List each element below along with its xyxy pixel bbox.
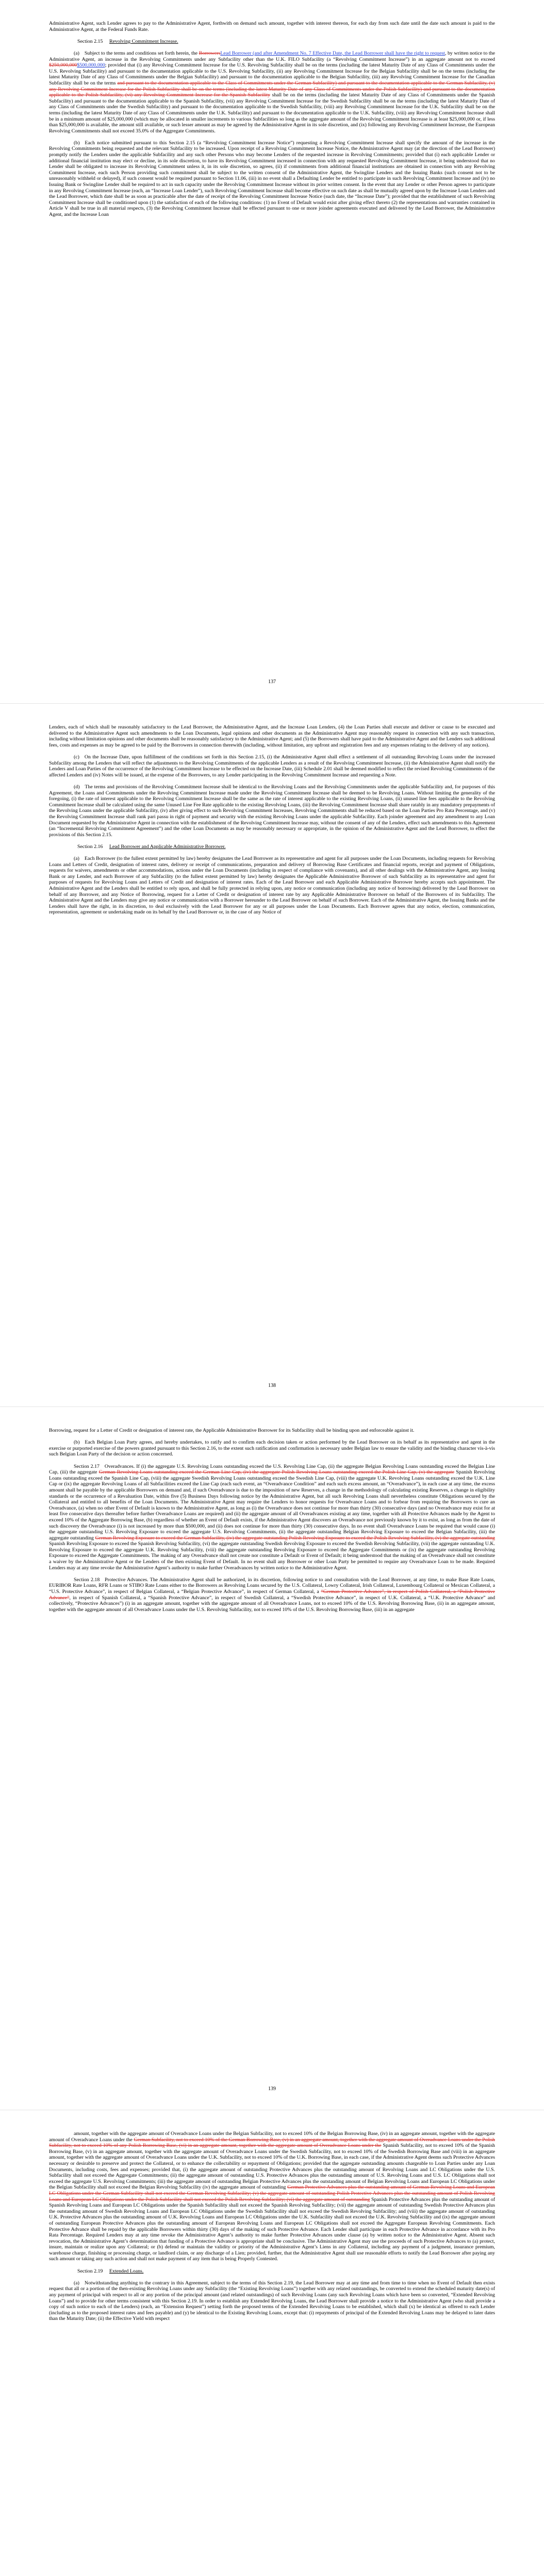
paragraph-text: ; provided that (i) any Revolving Commitment Increase for the U.S. Revolving Subfacility shall be on the terms (including the latest Maturity Date of any Class of Commitments under the U.S. Revolving Subfacility) and pursuant to the documentation applicable to the U.S. Revolving Subfacility, (ii) any Revolving Commitment Increase for the Belgian Subfacility shall be on the terms (including the latest Maturity Date of any Class of Commitments under the Belgian Subfacility) and pursuant to the documentation applicable to the Belgian Subfacility, (iii) any Revolving Commitment Increase for the Canadian Subfacility shall be on the terms: [49, 62, 495, 86]
paragraph-text: , by written notice to the Administrative Agent, an increase in the Revolving Commitments under any Subfacility other than the U.K. FILO Subfacility (a “Revolving Commitment Increase”) in an aggregate amount not to exceed: [49, 50, 495, 62]
deleted-text: German Protective Advances plus the outstanding amount of German Revolving Loans and European LC Obligations under the German Subfacility shall not exceed the German Revolving Subfacility; (v) the aggregate amount of outstanding Polish Protective Advances plus the outstanding amount of Polish Revolving Loans and European LC Obligations under the Polish Subfacility shall not exceed the Polish Revolving Subfacility; (vi) the aggregate amount of outstanding: [49, 2184, 495, 2202]
paragraph-text: Overadvances. If (i) the aggregate U.S. Revolving Loans outstanding exceed the U.S. Revolving Line Cap, (ii) the aggregate Belgian Revolving Loans outstanding exceed the Belgian Line Cap, (iii) the aggregate: [49, 1463, 495, 1476]
deleted-text: “German Protective Advance”, in respect of Polish Collateral, a “Polish Protective Advance”: [49, 1589, 495, 1601]
paragraph: Administrative Agent, such Lender agrees to pay to the Administrative Agent, forthwith on demand such amount, together with interest thereon, for each day from such date until the date such amount is paid to the Administrative Agent, at the Federal Funds Rate.: [49, 21, 495, 32]
paragraph-text: Section 2.18 Protective Advances. The Administrative Agent shall be authorized, in its discretion, following notice to and consultation with the Lead Borrower, at any time, to make Base Rate Loans, EURIBOR Rate Loans, RFR Loans or STIBO Rate Loans either to the Borrowers as Revolving Loans secured by the U.S. Collateral, Lowry Collateral, Irish Collateral, Luxembourg Collateral or Mexican Collateral, a “U.S. Protective Advance”, in respect of Belgian Collateral, a “Belgian Protective Advance”, in respect of German Collateral, a: [49, 1577, 495, 1595]
paragraph: [49, 1464, 495, 1571]
paragraph-text: amount, together with the aggregate amount of Overadvance Loans under the Belgian Subfacility, not to exceed 10% of the Belgian Borrowing Base, (iv) in an aggregate amount, together with the aggregate amount of Overadvance Loans under the: [49, 2131, 495, 2143]
paragraph: (d) The terms and provisions of the Revolving Commitment Increase shall be identical to the Revolving Loans and the Revolving Commitments under the applicable Subfacility and, for purposes of this Agreement, the Loans and Commitments under the Revolving Commitment Increase made under the Revolving Commitment Increase shall be deemed to be Revolving Loans. Without limiting the generality of the foregoing, (i) the rate of interest applicable to the Revolving Commitment Increase shall be the same as the rate of interest applicable to the existing Revolving Loans, (ii) unused line fees applicable to the Revolving Commitment Increase shall be calculated using the same Unused Line Fee Rate applicable to the existing Revolving Loans, (iii) the Revolving Commitment Increase shall share ratably in any mandatory prepayments of the Revolving Loans under the applicable Subfacility, (iv) after giving effect to such Revolving Commitment Increases, Revolving Commitments shall be reduced based on the Loan Parties Pro Rata Percentage, and (v) the Revolving Commitment Increase shall rank pari passu in right of payment and security with the existing Revolving Loans under the applicable Subfacility. Each joinder agreement and any amendment to any Loan Document requested by the Administrative Agent in connection with the establishment of the Revolving Commitment Increase may, without the consent of any of the Lenders, effect such amendments to this Agreement (an “Incremental Revolving Commitment Agreement”) and the other Loan Documents as may be reasonably necessary or appropriate, in the opinion of the Administrative Agent and the Lead Borrower, to effect the provisions of this Section 2.15.: [49, 784, 495, 838]
paragraph: [49, 50, 495, 134]
document-page: [0, 2110, 544, 2576]
section-number: Section 2.15: [77, 38, 103, 44]
paragraph-text: Spanish Subfacility, not to exceed 10% of the Spanish Borrowing Base, (v) in an aggregate amount, together with the aggregate amount of Overadvance Loans under the Swedish Subfacility, not to exceed 10% of the Swedish Borrowing Base and (viii) in an aggregate amount, together with the aggregate amount of Overadvance Loans under the U.K. Subfacility, not to exceed 10% of the U.K. Borrowing Base, in each case, if the Administrative Agent deems such Protective Advances necessary or desirable to preserve and protect the Collateral, or to enhance the collectability or repayment of Obligations; provided that the aggregate outstanding amounts chargeable to Loan Parties under any Loan Documents, including costs, fees and expenses; provided that, (i) the aggregate amount of outstanding Protective Advances plus the outstanding amount of Revolving Loans and LC Obligations under the U.S. Subfacility shall not exceed the Aggregate Commitments; (ii) the aggregate amount of outstanding U.S. Protective Advances plus the outstanding amount of U.S. Revolving Loans and U.S. LC Obligations shall not exceed the aggregate U.S. Revolving Commitments; (iii) the aggregate amount of outstanding Belgian Protective Advances plus the outstanding amount of Belgian Revolving Loans and European LC Obligations under the Belgian Subfacility shall not exceed the Belgian Revolving Subfacility (iv) the aggregate amount of outstanding: [49, 2143, 495, 2191]
paragraph-text: Spanish Revolving Loans outstanding exceed the Spanish Line Cap, (viii) the aggregate Swedish Revolving Loans outstanding exceed the Swedish Line Cap, (viii) the aggregate U.K. Revolving Loans outstanding exceed the U.K. Line Cap or (ix) the aggregate Revolving Loans of all Subfacilities exceed the Line Cap (each such event, an “Overadvance Condition” and each such excess amount, an “Overadvance”), in each case at any time, the excess amount shall be payable by the applicable Borrowers on demand and, if such Overadvance is due to the imposition of new Reserves, a change in the methodology of calculating existing Reserves, a change in eligibility standards or the occurrence of a Revaluation Date, within five (5) Business Days following notice by the Administrative Agent, but all such Revolving Loans shall nevertheless constitute Obligations secured by the Collateral and entitled to all benefits of the Loan Documents. The Administrative Agent may require the Lenders to honor requests for Overadvance Loans and to forbear from requiring the Borrowers to cure an Overadvance, (a) when no other Event of Default is known to the Administrative Agent, as long as (i) the Overadvance does not continue for more than thirty (30) consecutive days (and no Overadvance may exist for at least five consecutive days thereafter before further Overadvance Loans are required) and (ii) the aggregate amount of all Overadvances existing at any time, together with all Protective Advances made by the Agent to exceed 10% of the Aggregate Borrowing Base, (b) regardless of whether an Event of Default exists, if the Administrative Agent discovers an Overadvance not previously known by it to exist, as long as from the date of such discovery the Overadvance (i) is not increased by more than $500,000, and (ii) does not continue for more than thirty (30) consecutive days. In no event shall Overadvance Loans be required that would cause (i) the aggregate outstanding U.S. Revolving Exposure to exceed the aggregate U.S. Revolving Commitments, (ii) the aggregate outstanding Belgian Revolving Exposure to exceed the Belgian Subfacility, (iii) the aggregate outstanding: [49, 1469, 495, 1541]
paragraph-text: Section 2.17: [74, 1463, 105, 1469]
paragraph: (c) On the Increase Date, upon fulfillment of the conditions set forth in this Section 2.15, (i) the Administrative Agent shall effect a settlement of all outstanding Revolving Loans under the increased Subfacility among the Lenders that will reflect the adjustments to the Revolving Commitments of the applicable Lenders as a result of the Revolving Commitment Increase, (ii) the Administrative Agent shall notify the Lenders and Loan Parties of the occurrence of the Revolving Commitment Increase to be effected on the Increase Date, (iii) Schedule 2.01 shall be deemed modified to reflect the revised Revolving Commitments of the affected Lenders and (iv) Notes will be issued, at the expense of the Borrowers, to any Lender participating in the Revolving Commitment Increase and requesting a Note.: [49, 754, 495, 778]
inserted-text: Lead Borrower (and after Amendment No. 7 Effective Date, the Lead Borrower shall have the right to request: [220, 50, 445, 56]
section-number: Section 2.16: [77, 843, 103, 850]
deleted-text: $250,000,000: [49, 62, 77, 69]
paragraph: (b) Each Belgian Loan Party agrees, and hereby undertakes, to ratify and to confirm each decision taken or action performed by the Lead Borrower on its behalf as its representative and agent in the exercise or purported exercise of the powers granted pursuant to this Section 2.16, to the extent such ratification and confirmation is necessary under Belgian law to ensure the validity and the binding character vis-à-vis such Belgian Loan Party of the decision or action concerned.: [49, 1439, 495, 1458]
deleted-text: and pursuant to the documentation applicable to the Class of Commitments under the German Subfacility) and pursuant to the documentation applicable to the German Subfacility, (v) any Revolving Commitment Increase for the Polish Subfacility shall be on the terms (including the latest Maturity Date of any Class of Commitments under the Polish Subfacility) and pursuant to the documentation applicable to the Polish Subfacility, (vi) any Revolving Commitment Increase for the Spanish Subfacility: [49, 80, 495, 98]
paragraph-text: , in respect of Spanish Collateral, a “Spanish Protective Advance”, in respect of Swedish Collateral, a “Swedish Protective Advance”, in respect of U.K. Collateral, a “U.K. Protective Advance” and collectively, “Protective Advances”) (i) in an aggregate amount, together with the aggregate amount of all Overadvance Loans, not to exceed 10% of the U.S. Revolving Borrowing Base, (ii) in an aggregate amount, together with the aggregate amount of all Overadvance Loans under the U.S. Revolving Subfacility, not to exceed 10% of the U.S. Revolving Borrowing Base, (iii) in an aggregate: [49, 1595, 495, 1613]
document-page: [0, 1406, 544, 2110]
section-heading: [49, 844, 495, 850]
document-page: [0, 0, 544, 703]
section-title: Lead Borrower and Applicable Administrative Borrower.: [109, 843, 226, 850]
paragraph-text: Spanish Revolving Exposure to exceed the Spanish Revolving Subfacility, (vi) the aggregate outstanding Swedish Revolving Exposure to exceed the Swedish Revolving Subfacility, (vii) the aggregate outstanding U.K. Revolving Exposure to exceed the aggregate U.K. Revolving Subfacility, (viii) the aggregate outstanding Revolving Exposure to exceed the Aggregate Commitments or (ix) the aggregate outstanding Revolving Exposure to exceed the Aggregate Commitments. The making of any Overadvance shall not create nor constitute a Default or Event of Default; it being understood that the making of an Overadvance shall not constitute a waiver by the Administrative Agent or the Lenders of the then existing Event of Default. In no event shall any Borrower or other Loan Party be permitted to require any Overadvance Loan to be made. Required Lenders may at any time revoke the Administrative Agent’s authority to make further Overadvances by written notice to the Administrative Agent.: [49, 1541, 495, 1571]
document-page: [0, 703, 544, 1407]
deleted-text: German Revolving Loans outstanding exceed the German Line Cap, (iv) the aggregate Polish Revolving Loans outstanding exceed the Polish Line Cap, (v) the aggregate: [98, 1469, 455, 1476]
page-content: [49, 21, 495, 224]
paragraph: [49, 1577, 495, 1613]
deleted-text: German Subfacility, not to exceed 10% of the German Borrowing Base, (v) in an aggregate amount, together with the aggregate amount of Overadvance Loans under the Polish Subfacility, not to exceed 10% of any Polish Borrowing Base, (vi) in an aggregate amount, together with the aggregate amount of Overadvance Loans under the: [49, 2137, 495, 2149]
page-number: 138: [268, 1383, 276, 1388]
page-content: [49, 1428, 495, 1619]
paragraph-text: (a) Subject to the terms and conditions set forth herein, the: [74, 50, 199, 56]
inserted-text: $500,000,000: [77, 62, 105, 69]
section-heading: [49, 2268, 495, 2275]
paragraph: (a) Each Borrower (to the fullest extent permitted by law) hereby designates the Lead Borrower as its representative and agent for all purposes under the Loan Documents, including requests for Revolving Loans and Letters of Credit, designation of interest rates, delivery or receipt of communications, preparation and delivery of Borrowing Base Certificates and financial reports, receipt and payment of Obligations, requests for waivers, amendments or other accommodations, actions under the Loan Documents (including in respect of compliance with covenants), and all other dealings with the Administrative Agent, any Issuing Bank or any Lender, and each Borrower of any Subfacility (to the fullest extent permitted by law) hereby designates the Applicable Administrative Borrower of such Subfacility as its representative and agent for purposes of requests for Revolving Loans and Letters of Credit and designation of interest rates. Each of the Lead Borrower and each Applicable Administrative Borrower hereby accepts such appointment. The Administrative Agent and the Lenders shall be entitled to rely upon, and shall be fully protected in relying upon, any notice or communication (including any notice of borrowing) delivered by the Lead Borrower on behalf of any Borrower, and any Notice of Borrowing, request for a Letter of Credit or designation of interest rate by any Applicable Administrative Borrower on behalf of the Borrowers of its Subfacility. The Administrative Agent and the Lenders may give any notice or communication with a Borrower hereunder to the Lead Borrower on behalf of such Borrower. Each of the Administrative Agent, the Issuing Banks and the Lenders shall have the right, in its discretion, to deal exclusively with the Lead Borrower for any or all purposes under the Loan Documents. Each Borrower agrees that any notice, election, communication, representation, agreement or undertaking made on its behalf by the Lead Borrower or, in the case of any Notice of: [49, 856, 495, 916]
paragraph-text: shall be on the terms (including the latest Maturity Date of any Class of Commitments under the Spanish Subfacility) and pursuant to the documentation applicable to the Spanish Subfacility, (vii) any Revolving Commitment Increase for the Swedish Subfacility shall be on the terms (including the latest Maturity Date of any Class of Commitments under the Swedish Subfacility) and pursuant to the documentation applicable to the Swedish Subfacility, (viii) any Revolving Commitment Increase for the U.K. Subfacility shall be on the terms (including the latest Maturity Date of any Class of Commitments under the U.K. Subfacility) and pursuant to the documentation applicable to the U.K. Subfacility, (viii) any Revolving Commitment Increase shall be in a minimum amount of $25,000,000 (which may be allocated in smaller increments to various Subfacilities so long as the aggregate amount of the Revolving Commitment Increase is at least $25,000,000 or, if less than $25,000,000 is available, the amount still available, or such lesser amount as may be agreed by the Administrative Agent in its sole discretion, and (ix) following any Revolving Commitment Increase, the European Revolving Commitments shall not exceed 35.0% of the Aggregate Commitments.: [49, 92, 495, 134]
paragraph: Lenders, each of which shall be reasonably satisfactory to the Lead Borrower, the Administrative Agent, and the Increase Loan Lenders, (4) the Loan Parties shall execute and deliver or cause to be executed and delivered to the Administrative Agent such amendments to the Loan Documents, legal opinions and other documents as the Administrative Agent may reasonably request in connection with any such transaction, including without limitation opinions and other documents shall be reasonably satisfactory to the Administrative Agent; and (5) the Borrowers shall have paid to the Administrative Agent and the Lenders such additional fees, costs and expenses as may be agreed to be paid by the Borrowers in connection therewith (including, without limitation, any upfront and registration fees and any expenses relating to the delivery of any notices).: [49, 724, 495, 748]
page-content: [49, 724, 495, 922]
deleted-text: German Revolving Exposure to exceed the German Subfacility, (iv) the aggregate outstanding Polish Revolving Exposure to exceed the Polish Revolving Subfacility, (v) the aggregate outstanding: [95, 1535, 495, 1541]
paragraph-text: Spanish Protective Advances plus the outstanding amount of Spanish Revolving Loans and European LC Obligations under the Spanish Subfacility shall not exceed the Spanish Revolving Subfacility; (vii) the aggregate amount of outstanding Swedish Protective Advances plus the outstanding amount of Swedish Revolving Loans and European LC Obligations under the Swedish Subfacility shall not exceed the Swedish Revolving Subfacility; and (viii) the aggregate amount of outstanding U.K. Protective Advances plus the outstanding amount of U.K. Revolving Loans and European LC Obligations under the U.K. Subfacility shall not exceed the U.K. Revolving Subfacility and (ix) the aggregate amount of outstanding European Protective Advances plus the outstanding amount of European Revolving Loans and European LC Obligations shall not exceed the Aggregate European Revolving Commitments. Each Protective Advance shall be repaid by the applicable Borrowers within thirty (30) days of the making of such Protective Advance. Each Lender shall participate in each Protective Advance in accordance with its Pro Rata Percentage. Required Lenders may at any time revoke the Administrative Agent’s authority to make further Protective Advances under clause (a) by written notice to the Administrative Agent. Absent such revocation, the Administrative Agent’s determination that funding of a Protective Advance is appropriate shall be conclusive. The Administrative Agent may use the proceeds of such Protective Advances to (a) protect, insure, maintain or realize upon any Collateral; or (b) defend or maintain the validity or priority of the Administrative Agent’s Liens in any Collateral, including any payment of a judgment, insurance premium, warehouse charge, finishing or processing charge, or landlord claim, or any discharge of a Lien; provided, further, that the Administrative Agent shall use reasonable efforts to notify the Lead Borrower after paying any such amount or taking any such action and shall not make payment of any item that is being Properly Contested.: [49, 2196, 496, 2262]
page-content: [49, 2131, 495, 2328]
paragraph: Borrowing, request for a Letter of Credit or designation of interest rate, the Applicable Administrative Borrower for its Subfacility shall be binding upon and enforceable against it.: [49, 1428, 415, 1433]
deleted-text: Borrowers: [199, 50, 221, 56]
paragraph: (b) Each notice submitted pursuant to this Section 2.15 (a “Revolving Commitment Increase Notice”) requesting a Revolving Commitment Increase shall specify the amount of the increase in the Revolving Commitments being requested and the relevant Subfacility to be increased. Upon receipt of a Revolving Commitment Increase Notice, the Administrative Agent may (at the direction of the Lead Borrower) promptly notify the Lenders under the applicable Subfacility and any such other Persons who may become Lenders of the requested increase in Revolving Commitments; provided that (i) each applicable Lender or additional financial institution may elect or decline, in its sole discretion, to have its Revolving Commitment increased in connection with any requested Revolving Commitment Increase, it being understood that no Lender shall be obligated to increase its Revolving Commitment unless it, in its sole discretion, so agrees, (ii) if commitments from additional financial institutions are obtained in connection with any Revolving Commitment Increase, each such Person providing such commitment shall be subject to the written consent of the Administrative Agent, the Swingline Lenders and the Issuing Banks (such consent not to be unreasonably withheld or delayed), if such consent would be required pursuant to Section 11.06, (iii) in no event shall a Defaulting Lender be entitled to participate in such Revolving Commitment Increase and (iv) no Issuing Bank or Swingline Lender shall be required to act in such capacity under the Revolving Commitment Increase without its prior written consent. In the event that any Lender or other Person agrees to participate in any Revolving Commitment Increase (each, an “Increase Loan Lender”), such Revolving Commitment Increase shall become effective on such date as shall be mutually agreed upon by the Increase Loan Lenders and the Lead Borrower, which date shall be as soon as practicable after the date of receipt of the Revolving Commitment Increase Notice (such date, the “Increase Date”); provided that the establishment of such Revolving Commitment Increase shall be conditioned upon (1) the satisfaction of each of the following conditions: (1) no Event of Default would exist after giving effect thereto (2) the representations and warranties contained in Article V shall be true in all material respects, (3) the Revolving Commitment Increase shall be effected pursuant to one or more joinder agreements executed and delivered by the Lead Borrower, the Administrative Agent, and the Increase Loan: [49, 140, 495, 217]
section-number: Section 2.19: [77, 2268, 103, 2274]
paragraph: [49, 2131, 495, 2262]
page-number: 137: [268, 679, 276, 685]
section-title: Revolving Commitment Increase.: [109, 38, 178, 44]
section-heading: [49, 39, 495, 45]
page-number: 139: [268, 2086, 276, 2092]
section-title: Extended Loans.: [109, 2268, 144, 2274]
paragraph: (a) Notwithstanding anything to the contrary in this Agreement, subject to the terms of this Section 2.19, the Lead Borrower may at any time and from time to time when no Event of Default then exists request that all or a portion of the then-existing Revolving Loans under any Subfacility (the “Existing Revolving Loans”) together with any related outstandings, be converted to extend the scheduled maturity date(s) of any payment of principal with respect to all or any portion of the principal amount (and related outstandings) of such Revolving Loans (any such Revolving Loans which have been so converted, “Extended Revolving Loans”) and to provide for other terms consistent with this Section 2.19. In order to establish any Extended Revolving Loans, the Lead Borrower shall provide a notice to the Administrative Agent (who shall provide a copy of such notice to each of the Lenders) (each, an “Extension Request”) setting forth the proposed terms of the Extended Revolving Loans to be established, which shall (x) be identical as offered to each Lender (including as to the proposed interest rates and fees payable) and (y) be identical to the Existing Revolving Loans, except that: (i) repayments of principal of the Extended Revolving Loans may be delayed to later dates than the Maturity Date; (ii) the Effective Yield with respect: [49, 2280, 495, 2322]
